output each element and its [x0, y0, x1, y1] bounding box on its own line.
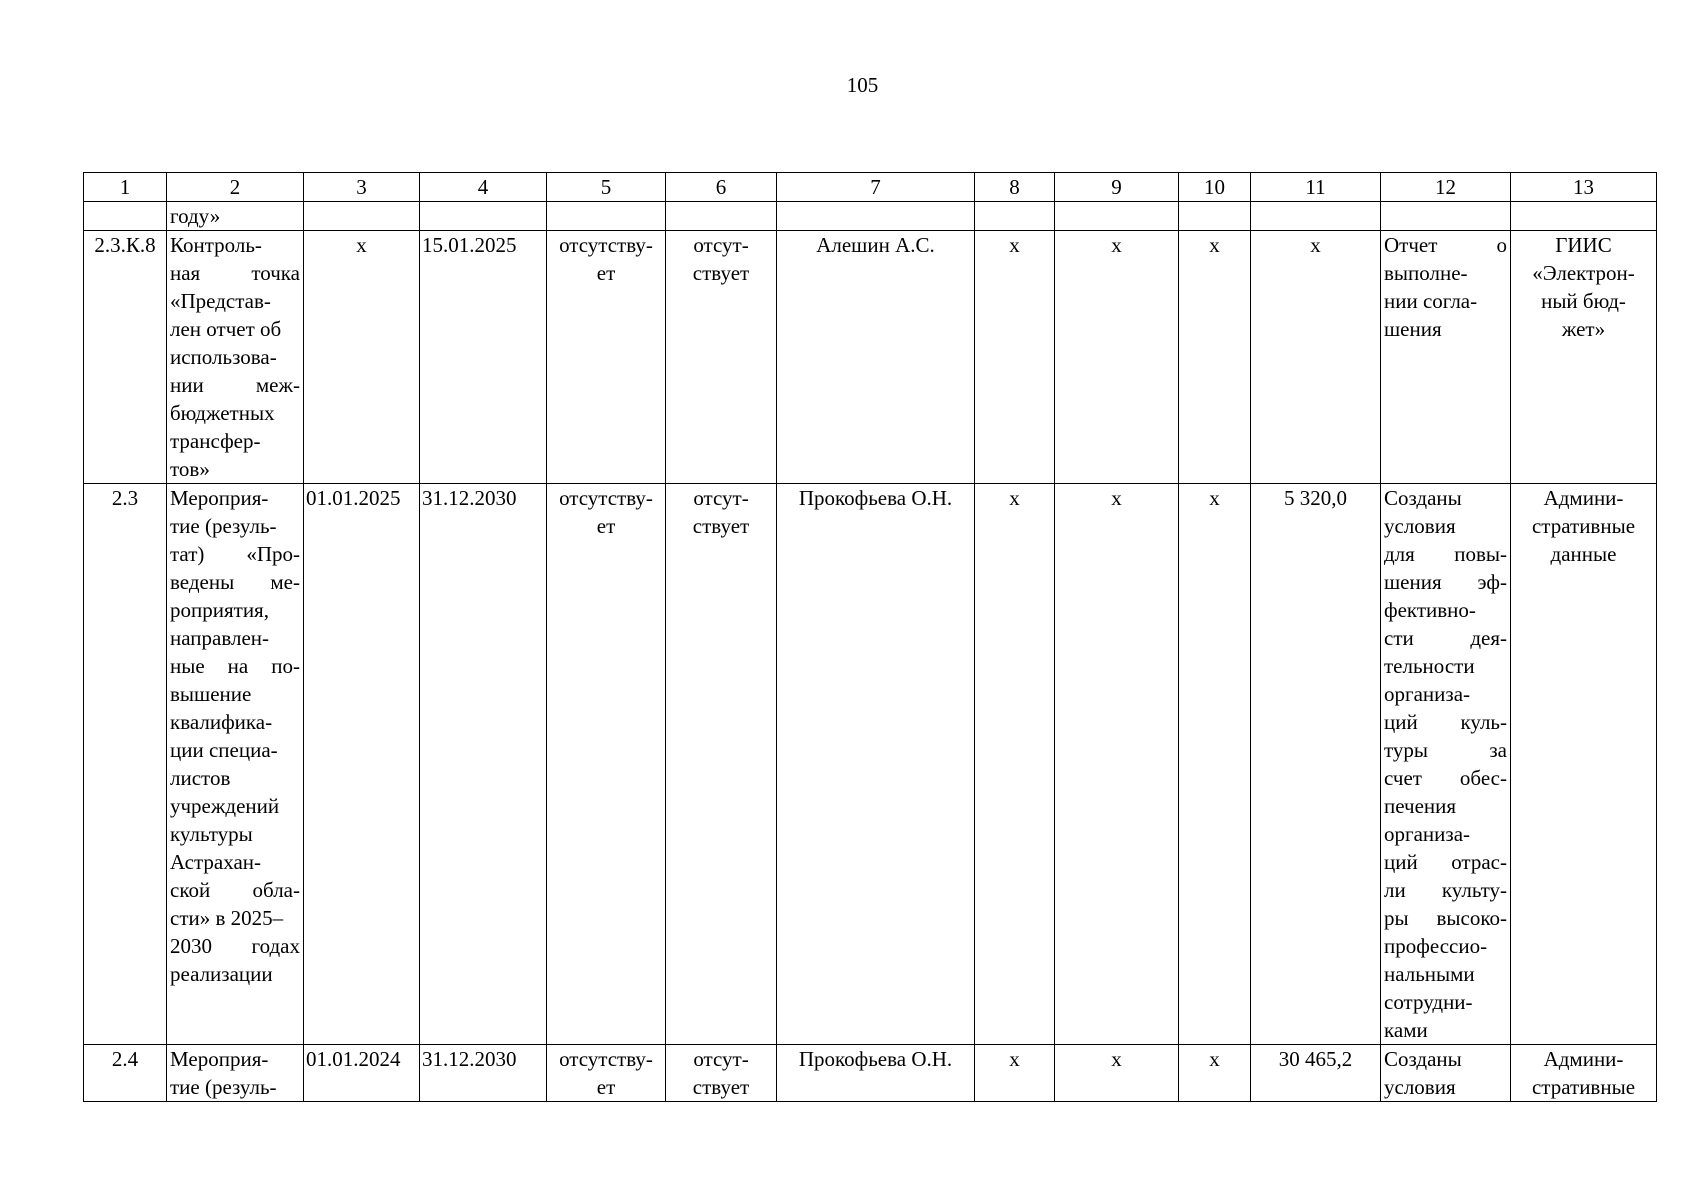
cell-line: ствует	[692, 514, 750, 538]
cell-line: нальными	[1384, 962, 1475, 986]
table-cell	[1511, 1045, 1657, 1102]
table-cell: 31.12.2030	[420, 484, 547, 1045]
cell-line: профессио-	[1384, 934, 1488, 958]
cell-line: жет»	[1561, 317, 1606, 341]
column-header: 11	[1251, 173, 1381, 202]
cell-line: организа-	[1384, 822, 1471, 846]
table-cell	[84, 202, 167, 231]
cell-line: данные	[1550, 542, 1617, 566]
table-cell: 01.01.2025	[304, 484, 420, 1045]
cell-line: бюджетных	[170, 401, 275, 425]
cell-line: организа-	[1384, 682, 1471, 706]
cell-line: отсут-	[693, 1047, 749, 1071]
table-cell	[975, 202, 1055, 231]
cell-line: Отчет о	[1384, 233, 1507, 257]
column-header: 1	[84, 173, 167, 202]
table-cell: 15.01.2025	[420, 231, 547, 484]
table-cell	[1179, 202, 1251, 231]
table-cell: х	[975, 1045, 1055, 1102]
column-header: 7	[777, 173, 975, 202]
table-cell	[1511, 484, 1657, 1045]
cell-line: фективно-	[1384, 598, 1476, 622]
cell-line: ет	[596, 514, 616, 538]
cell-line: ет	[596, 261, 616, 285]
table-cell	[547, 484, 666, 1045]
column-header: 10	[1179, 173, 1251, 202]
table-cell: Прокофьева О.Н.	[777, 484, 975, 1045]
table-cell	[167, 202, 304, 231]
table-cell: х	[1251, 231, 1381, 484]
table-cell: х	[1055, 484, 1179, 1045]
cell-line: шения эф-	[1384, 570, 1507, 594]
cell-line: Админи-	[1543, 1047, 1624, 1071]
cell-line: роприятия,	[170, 598, 269, 622]
cell-line: тельности	[1384, 654, 1475, 678]
table-cell	[1251, 202, 1381, 231]
table-cell	[1511, 202, 1657, 231]
table-cell: 30 465,2	[1251, 1045, 1381, 1102]
table-cell	[1381, 202, 1511, 231]
cell-line: отсут-	[693, 486, 749, 510]
cell-line: вышение	[170, 682, 252, 706]
cell-line: тов»	[170, 457, 210, 481]
table-cell	[1055, 202, 1179, 231]
cell-line: шения	[1384, 317, 1442, 341]
cell-line: тие (резуль-	[170, 514, 277, 538]
table-cell	[167, 1045, 304, 1102]
table-cell: 31.12.2030	[420, 1045, 547, 1102]
cell-line: реализации	[170, 962, 273, 986]
table-cell: х	[975, 484, 1055, 1045]
table-cell	[1381, 1045, 1511, 1102]
cell-line: ций куль-	[1384, 710, 1507, 734]
table-cell	[547, 1045, 666, 1102]
table-cell	[666, 231, 777, 484]
table-cell	[777, 202, 975, 231]
cell-line: нии меж-	[170, 373, 300, 397]
cell-line: сти дея-	[1384, 626, 1507, 650]
table-cell: х	[1179, 1045, 1251, 1102]
table-cell	[1511, 231, 1657, 484]
cell-line: условия	[1384, 514, 1456, 538]
table-cell: х	[1055, 231, 1179, 484]
table-cell	[666, 1045, 777, 1102]
cell-line: ГИИС	[1555, 233, 1612, 257]
column-header: 3	[304, 173, 420, 202]
table-cell	[1381, 231, 1511, 484]
column-header: 5	[547, 173, 666, 202]
measures-table	[83, 172, 1657, 1102]
cell-line: ций отрас-	[1384, 850, 1507, 874]
cell-line: сти» в 2025–	[170, 906, 284, 930]
cell-line: ведены ме-	[170, 570, 300, 594]
cell-line: листов	[170, 766, 231, 790]
row-number: 2.3	[84, 484, 167, 1045]
table-cell: х	[304, 231, 420, 484]
cell-line: ками	[1384, 1018, 1428, 1042]
cell-line: для повы-	[1384, 542, 1507, 566]
column-header: 12	[1381, 173, 1511, 202]
table-cell: х	[1055, 1045, 1179, 1102]
table-cell: х	[975, 231, 1055, 484]
column-header: 6	[666, 173, 777, 202]
cell-line: туры за	[1384, 738, 1507, 762]
cell-line: Созданы	[1384, 1047, 1462, 1071]
cell-line: нии согла-	[1384, 289, 1478, 313]
table-cell	[167, 231, 304, 484]
column-header: 13	[1511, 173, 1657, 202]
table-cell	[666, 484, 777, 1045]
cell-line: ная точка	[170, 261, 300, 285]
cell-line: направлен-	[170, 626, 270, 650]
row-number: 2.4	[84, 1045, 167, 1102]
table-cell: Алешин А.С.	[777, 231, 975, 484]
table-cell	[167, 484, 304, 1045]
cell-line: тат) «Про-	[170, 542, 300, 566]
cell-line: Мероприя-	[170, 1047, 269, 1071]
table-cell: 01.01.2024	[304, 1045, 420, 1102]
table-row	[84, 231, 1657, 484]
column-header: 4	[420, 173, 547, 202]
column-header: 2	[167, 173, 304, 202]
cell-line: печения	[1384, 794, 1457, 818]
table-cell	[666, 202, 777, 231]
cell-line: ные на по-	[170, 654, 300, 678]
table-cell: х	[1179, 484, 1251, 1045]
table-cell	[1381, 484, 1511, 1045]
row-number: 2.3.К.8	[84, 231, 167, 484]
cell-line: культуры	[170, 822, 253, 846]
cell-line: учреждений	[170, 794, 280, 818]
cell-line: стративные	[1531, 514, 1636, 538]
cell-line: счет обес-	[1384, 766, 1507, 790]
table-row	[84, 202, 1657, 231]
cell-line: Админи-	[1543, 486, 1624, 510]
cell-line: отсутству-	[559, 1047, 653, 1071]
cell-line: ствует	[692, 1075, 750, 1099]
table-cell: Прокофьева О.Н.	[777, 1045, 975, 1102]
table-cell	[547, 231, 666, 484]
cell-line: лен отчет об	[170, 317, 282, 341]
cell-line: ный бюд-	[1541, 289, 1626, 313]
cell-line: ры высоко-	[1384, 906, 1507, 930]
table-row	[84, 484, 1657, 1045]
column-header: 9	[1055, 173, 1179, 202]
cell-line: «Представ-	[170, 289, 271, 313]
cell-line: тие (резуль-	[170, 1075, 277, 1099]
cell-line: ствует	[692, 261, 750, 285]
page-number: 105	[846, 73, 879, 97]
cell-line: сотрудни-	[1384, 990, 1473, 1014]
cell-line: 2030 годах	[170, 934, 300, 958]
cell-line: ской обла-	[170, 878, 300, 902]
cell-line: условия	[1384, 1075, 1456, 1099]
cell-line: выполне-	[1384, 261, 1468, 285]
cell-line: отсутству-	[559, 486, 653, 510]
cell-line: ции специа-	[170, 738, 278, 762]
cell-line: году»	[170, 204, 221, 228]
cell-line: отсутству-	[559, 233, 653, 257]
cell-line: Мероприя-	[170, 486, 269, 510]
table-cell	[547, 202, 666, 231]
table-cell	[420, 202, 547, 231]
table-cell: 5 320,0	[1251, 484, 1381, 1045]
cell-line: трансфер-	[170, 429, 261, 453]
table-cell	[304, 202, 420, 231]
cell-line: отсут-	[693, 233, 749, 257]
cell-line: квалифика-	[170, 710, 273, 734]
cell-line: использова-	[170, 345, 277, 369]
table-row	[84, 1045, 1657, 1102]
cell-line: «Электрон-	[1532, 261, 1635, 285]
cell-line: Созданы	[1384, 486, 1462, 510]
cell-line: ет	[596, 1075, 616, 1099]
table-cell: х	[1179, 231, 1251, 484]
cell-line: Астрахан-	[170, 850, 261, 874]
column-header: 8	[975, 173, 1055, 202]
cell-line: Контроль-	[170, 233, 262, 257]
cell-line: стративные	[1531, 1075, 1636, 1099]
cell-line: ли культу-	[1384, 878, 1507, 902]
column-number-header-row	[84, 173, 1657, 202]
